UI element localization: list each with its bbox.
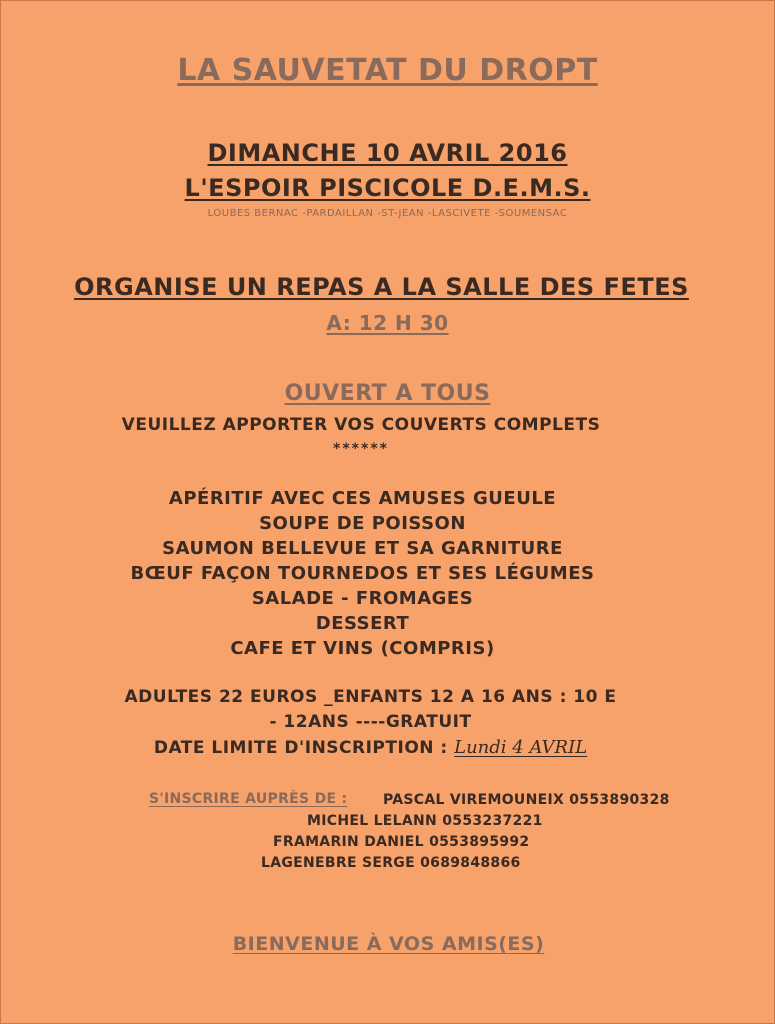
menu-item-beef: BŒUF FAÇON TOURNEDOS ET SES LÉGUMES [130,563,595,584]
association-name: L'ESPOIR PISCICOLE D.E.M.S. [184,174,591,202]
contact-michel: MICHEL LELANN 0553237221 [307,813,543,829]
contact-lagenebre: LAGENEBRE SERGE 0689848866 [261,855,521,871]
menu-item-aperitif: APÉRITIF AVEC CES AMUSES GUEULE [168,488,557,509]
price-under-12: - 12ANS ----GRATUIT [269,712,472,732]
welcome-footer: BIENVENUE À VOS AMIS(ES) [232,933,545,955]
town-title: LA SAUVETAT DU DROPT [177,53,598,88]
star-divider: ****** [333,441,389,457]
contact-pascal: PASCAL VIREMOUNEIX 0553890328 [383,792,670,808]
menu-item-salad-cheese: SALADE - FROMAGES [251,588,474,609]
signup-label: S'INSCRIRE AUPRÈS DE : [149,791,348,807]
bring-cutlery-note: VEUILLEZ APPORTER VOS COUVERTS COMPLETS [121,415,601,435]
event-time: A: 12 H 30 [326,311,449,335]
price-adults-children: ADULTES 22 EUROS _ENFANTS 12 A 16 ANS : 10 E [124,687,617,707]
menu-item-dessert: DESSERT [315,613,410,634]
open-to-all: OUVERT A TOUS [284,381,491,406]
menu-item-salmon: SAUMON BELLEVUE ET SA GARNITURE [162,538,563,559]
event-headline: ORGANISE UN REPAS A LA SALLE DES FETES [74,273,689,301]
event-date: DIMANCHE 10 AVRIL 2016 [207,139,568,167]
communes-list: LOUBES BERNAC -PARDAILLAN -ST-JEAN -LASCIVETE -SOUMENSAC [207,208,568,219]
deadline-label: DATE LIMITE D'INSCRIPTION : [153,738,448,758]
deadline-value: Lundi 4 AVRIL [454,737,588,758]
menu-item-coffee-wine: CAFE ET VINS (COMPRIS) [230,638,495,659]
contact-framarin: FRAMARIN DANIEL 0553895992 [273,834,530,850]
menu-item-soup: SOUPE DE POISSON [259,513,466,534]
registration-deadline [0,737,774,758]
